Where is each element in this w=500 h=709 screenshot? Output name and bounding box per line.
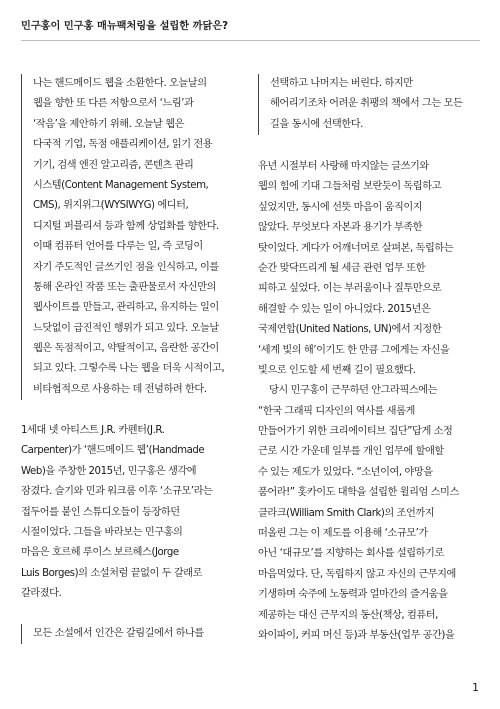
text-line: 이때 컴퓨터 언어를 다루는 일, 즉 코딩이 (33, 241, 203, 253)
text-line: 길을 동시에 선택한다. (270, 118, 363, 130)
text-line: 해결할 수 있는 일이 아니었다. 2015년은 (258, 303, 431, 315)
text-line: 근로 시간 가운데 일부를 개인 업무에 할애할 (258, 446, 444, 458)
text-line: 헤어리기조차 어려운 취팽의 책에서 그는 모든 (270, 98, 463, 110)
text-line: CMS), 위지위그(WYSIWYG) 에디터, (33, 200, 189, 212)
text-line: 만들어가기 위한 크리에이티브 집단”답게 소정 (258, 426, 453, 438)
header (0, 0, 500, 38)
page-number: 1 (472, 681, 479, 694)
text-line: ‘작음’을 제안하기 위해. 오늘날 웹은 (33, 118, 184, 130)
text-line: 느닷없이 급진적인 행위가 되고 있다. 오늘날 (33, 322, 219, 334)
text-line: 기생하며 숙주에 노동력과 얼마간의 즐거움을 (258, 589, 448, 601)
text-line: 품어라!” 홋카이도 대학을 설립한 윌리엄 스미스 (258, 487, 459, 499)
text-line: 다국적 기업, 독점 애플리케이션, 읽기 전용 (33, 139, 213, 151)
quote-block (258, 74, 478, 135)
text-line: 통해 온라인 작품 또는 출판물로서 자신만의 (33, 281, 216, 293)
header-divider (21, 40, 480, 41)
text-line: “한국 그래픽 디자인의 역사를 새롭게 (258, 405, 415, 417)
text-line: 피하고 싶었다. 이는 부러움이나 질투만으로 (258, 283, 441, 295)
text-line: 탓이었다. 게다가 어깨너머로 살펴본, 독립하는 (258, 242, 454, 254)
text-line: 비타협적으로 사용하는 데 전념하려 한다. (33, 383, 207, 395)
text-line: 시절이었다. 그들을 바라보는 민구홍의 (21, 526, 183, 538)
text-line: 갈라졌다. (21, 588, 62, 600)
text-line: 웹을 향한 또 다른 저항으로서 ‘느림’과 (33, 98, 194, 110)
quote-block (21, 74, 241, 400)
text-line: 유년 시절부터 사랑해 마지않는 글쓰기와 (258, 161, 429, 172)
text-line: 접두어를 붙인 스튜디오들이 등장하던 (21, 506, 180, 518)
text-line: 수 있는 제도가 있었다. “소년이여, 야망을 (258, 466, 433, 478)
text-line: 기기, 검색 엔진 알고리즘, 콘텐츠 관리 (33, 159, 194, 171)
text-line: 웹사이트를 만들고, 관리하고, 유지하는 일이 (33, 302, 219, 314)
text-line: 당시 민구홍이 근무하던 안그라픽스에는 (269, 385, 438, 397)
body-paragraph (258, 157, 478, 646)
text-line: ‘세계 빛의 해’이기도 한 만큼 그에게는 자신을 (258, 344, 450, 356)
text-line: 않았다. 무엇보다 자본과 용기가 부족한 (258, 222, 423, 234)
text-line: 빛으로 인도할 세 번째 길이 필요했다. (258, 364, 416, 376)
text-line: 디지털 퍼블리셔 등과 함께 상업화를 향한다. (33, 220, 219, 232)
body-paragraph (21, 421, 241, 605)
text-line: 순간 맞닥뜨리게 될 세금 관련 업무 또한 (258, 262, 425, 274)
text-line: 클라크(William Smith Clark)의 조언까지 (258, 507, 435, 519)
page-title: 민구홍이 민구홍 매뉴팩처링을 설립한 까닭은? (21, 21, 229, 32)
text-line: 싶었지만, 동시에 선뜻 마음이 움직이지 (258, 201, 423, 213)
text-line: 마음먹었다. 단, 독립하지 않고 자신의 근무지에 (258, 568, 456, 580)
text-line: 마음은 호르헤 루이스 보르헤스(Jorge (21, 547, 179, 559)
text-line: 떠올린 그는 이 제도를 이용해 ‘소규모’가 (258, 528, 428, 540)
text-line: Web)을 주창한 2015년, 민구홍은 생각에 (21, 465, 197, 477)
text-line: 국제연합(United Nations, UN)에서 지정한 (258, 324, 442, 336)
text-line: 나는 핸드메이드 웹을 소환한다. 오늘날의 (33, 78, 207, 89)
text-line: 되고 있다. 그렇수록 나는 웹을 더욱 시적이고, (33, 363, 225, 375)
text-line: 웹의 힘에 기대 그들처럼 보란듯이 독립하고 (258, 181, 441, 193)
text-line: Luis Borges)의 소설처럼 끝없이 두 갈래로 (21, 567, 203, 579)
text-line: 1세대 넷 아티스트 J.R. 카펜터(J.R. (21, 425, 165, 436)
text-line: 자기 주도적인 글쓰기인 점을 인식하고, 이를 (33, 261, 219, 273)
text-line: 모든 소설에서 인간은 갈림길에서 하나를 (33, 628, 204, 639)
text-line: 아닌 ‘대규모’를 지향하는 회사를 설립하기로 (258, 548, 444, 560)
text-line: Carpenter)가 ‘핸드메이드 웹’(Handmade (21, 445, 205, 457)
quote-block (21, 624, 241, 644)
text-line: 선택하고 나머지는 버린다. 하지만 (270, 78, 413, 89)
text-line: 시스템(Content Management System, (33, 179, 209, 191)
text-line: 잠겼다. 슬기와 민과 워크룸 이후 ‘소규모’라는 (21, 486, 213, 498)
text-line: 와이파이, 커피 머신 등)과 부동산(업무 공간)을 (258, 629, 455, 641)
text-line: 제공하는 대신 근무지의 동산(책상, 컴퓨터, (258, 609, 438, 621)
text-line: 웹은 독점적이고, 약탈적이고, 음란한 공간이 (33, 343, 219, 355)
